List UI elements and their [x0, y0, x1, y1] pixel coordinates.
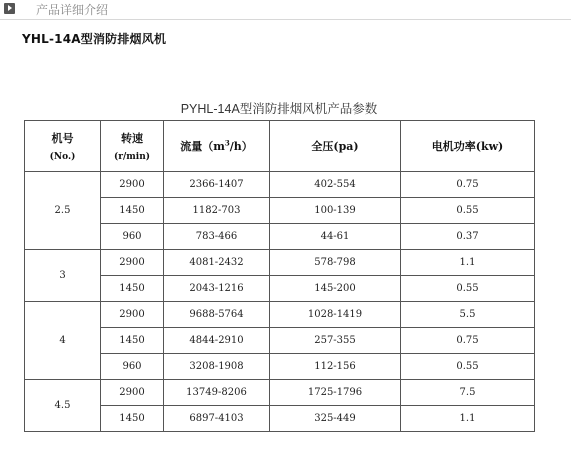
table-row [25, 354, 535, 380]
col-header-model-unit: (No.) [49, 152, 76, 162]
speed-cell: 2900 [101, 172, 164, 198]
power-cell: 0.75 [401, 328, 535, 354]
pressure-cell: 145-200 [270, 276, 401, 302]
table-header-row [25, 121, 535, 172]
col-header-flow-suffix: /h） [229, 140, 253, 153]
flow-cell: 13749-8206 [164, 380, 270, 406]
power-cell: 0.75 [401, 172, 535, 198]
pressure-cell: 402-554 [270, 172, 401, 198]
flow-cell: 2366-1407 [164, 172, 270, 198]
table-row [25, 328, 535, 354]
flow-cell: 3208-1908 [164, 354, 270, 380]
pressure-cell: 100-139 [270, 198, 401, 224]
power-cell: 0.55 [401, 276, 535, 302]
table-row [25, 302, 535, 328]
table-caption: PYHL-14A型消防排烟风机产品参数 [180, 102, 378, 116]
speed-cell: 2900 [101, 380, 164, 406]
pressure-cell: 44-61 [270, 224, 401, 250]
flow-cell: 2043-1216 [164, 276, 270, 302]
flow-cell: 4844-2910 [164, 328, 270, 354]
section-header [0, 0, 571, 18]
col-header-speed-label: 转速 [121, 132, 143, 145]
power-cell: 5.5 [401, 302, 535, 328]
model-cell: 3 [25, 250, 101, 302]
pressure-cell: 578-798 [270, 250, 401, 276]
flow-cell: 9688-5764 [164, 302, 270, 328]
pressure-cell: 325-449 [270, 406, 401, 432]
play-arrow-icon [4, 3, 15, 14]
flow-cell: 783-466 [164, 224, 270, 250]
speed-cell: 2900 [101, 250, 164, 276]
col-header-speed-unit: (r/min) [113, 152, 151, 162]
power-cell: 0.55 [401, 198, 535, 224]
model-cell: 2.5 [25, 172, 101, 250]
col-header-flow-prefix: 流量（m [180, 140, 225, 153]
flow-cell: 1182-703 [164, 198, 270, 224]
power-cell: 0.55 [401, 354, 535, 380]
col-header-speed [101, 121, 164, 172]
table-row [25, 406, 535, 432]
speed-cell: 2900 [101, 302, 164, 328]
power-cell: 1.1 [401, 250, 535, 276]
pressure-cell: 1725-1796 [270, 380, 401, 406]
flow-cell: 4081-2432 [164, 250, 270, 276]
parameters-table [24, 120, 535, 432]
pressure-cell: 257-355 [270, 328, 401, 354]
col-header-model-label: 机号 [51, 132, 74, 145]
model-cell: 4.5 [25, 380, 101, 432]
table-row [25, 380, 535, 406]
speed-cell: 1450 [101, 276, 164, 302]
col-header-flow [164, 121, 270, 172]
flow-cell: 6897-4103 [164, 406, 270, 432]
col-header-pressure: 全压(pa) [270, 121, 401, 172]
pressure-cell: 112-156 [270, 354, 401, 380]
table-body [25, 172, 535, 432]
power-cell: 0.37 [401, 224, 535, 250]
section-header-label: 产品详细介绍 [36, 3, 109, 17]
power-cell: 1.1 [401, 406, 535, 432]
table-row [25, 198, 535, 224]
speed-cell: 1450 [101, 328, 164, 354]
col-header-flow-sup: 3 [224, 138, 230, 148]
table-row [25, 250, 535, 276]
table-row [25, 224, 535, 250]
header-divider [0, 19, 571, 20]
power-cell: 7.5 [401, 380, 535, 406]
speed-cell: 960 [101, 354, 164, 380]
col-header-model [25, 121, 101, 172]
col-header-power: 电机功率(kw) [401, 121, 535, 172]
speed-cell: 1450 [101, 198, 164, 224]
product-title: YHL-14A型消防排烟风机 [22, 32, 167, 46]
speed-cell: 1450 [101, 406, 164, 432]
table-row [25, 276, 535, 302]
table-row [25, 172, 535, 198]
model-cell: 4 [25, 302, 101, 380]
pressure-cell: 1028-1419 [270, 302, 401, 328]
speed-cell: 960 [101, 224, 164, 250]
